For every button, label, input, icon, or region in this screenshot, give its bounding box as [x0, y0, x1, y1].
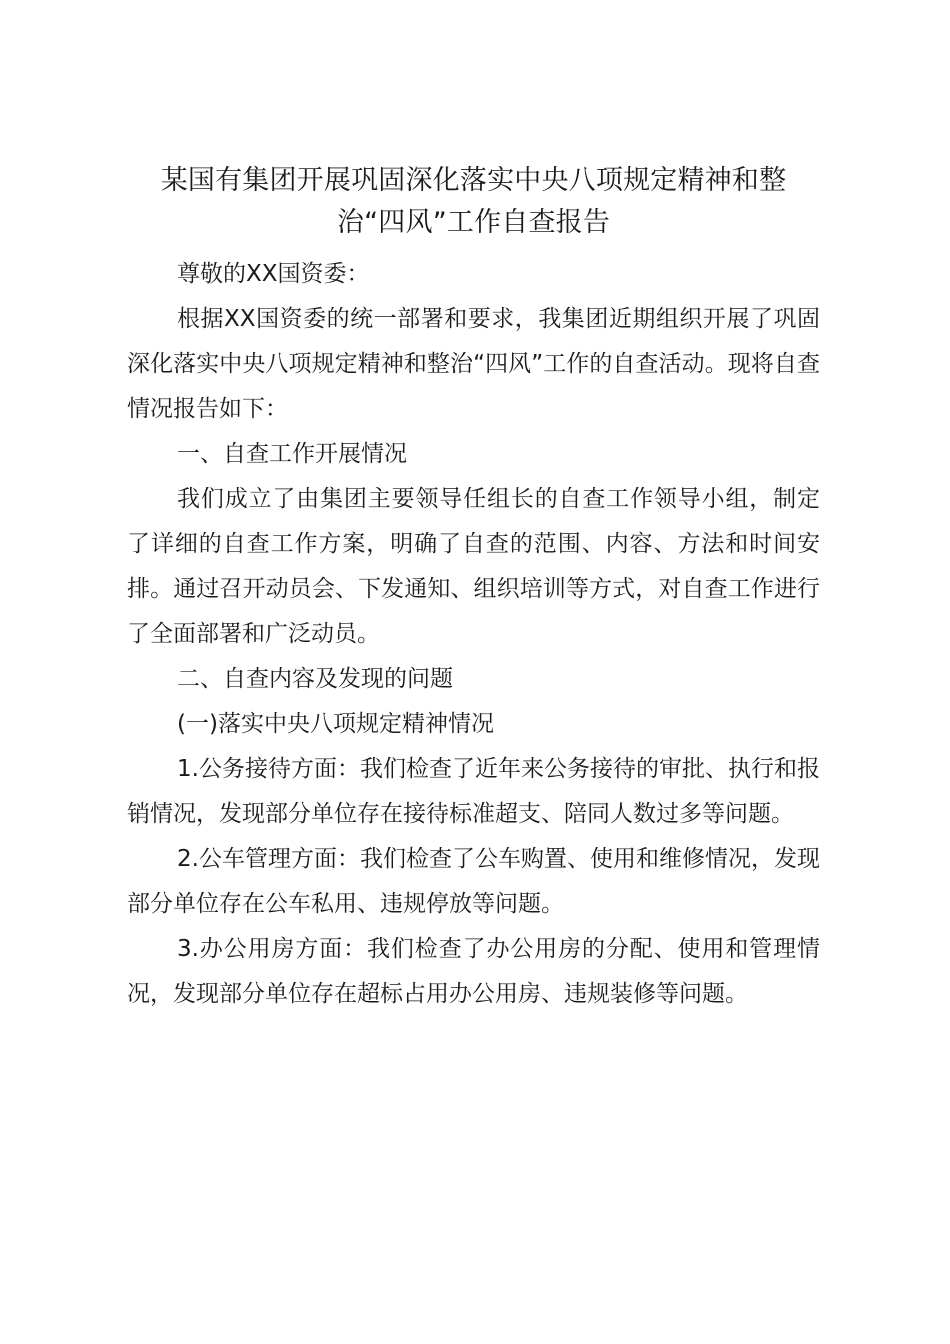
document-body	[127, 160, 820, 1017]
item-office-space: 3.办公用房方面：我们检查了办公用房的分配、使用和管理情况，发现部分单位存在超标占用办公用房、违规装修等问题。	[127, 936, 820, 1007]
section-heading-2: 二、自查内容及发现的问题	[177, 666, 453, 692]
subsection-heading-1: (一)落实中央八项规定精神情况	[177, 711, 494, 737]
item-reception: 1.公务接待方面：我们检查了近年来公务接待的审批、执行和报销情况，发现部分单位存在接待标准超支、陪同人数过多等问题。	[127, 756, 820, 827]
intro-paragraph: 根据XX国资委的统一部署和要求，我集团近期组织开展了巩固深化落实中央八项规定精神和整治“四风”工作的自查活动。现将自查情况报告如下：	[127, 306, 820, 422]
section-1-paragraph: 我们成立了由集团主要领导任组长的自查工作领导小组，制定了详细的自查工作方案，明确了自查的范围、内容、方法和时间安排。通过召开动员会、下发通知、组织培训等方式，对自查工作进行了全面部署和广泛动员。	[127, 486, 820, 647]
item-vehicles: 2.公车管理方面：我们检查了公车购置、使用和维修情况，发现部分单位存在公车私用、违规停放等问题。	[127, 846, 820, 917]
document-title: 某国有集团开展巩固深化落实中央八项规定精神和整治“四风”工作自查报告	[160, 165, 787, 238]
salutation: 尊敬的XX国资委：	[177, 261, 370, 287]
section-heading-1: 一、自查工作开展情况	[177, 441, 407, 467]
